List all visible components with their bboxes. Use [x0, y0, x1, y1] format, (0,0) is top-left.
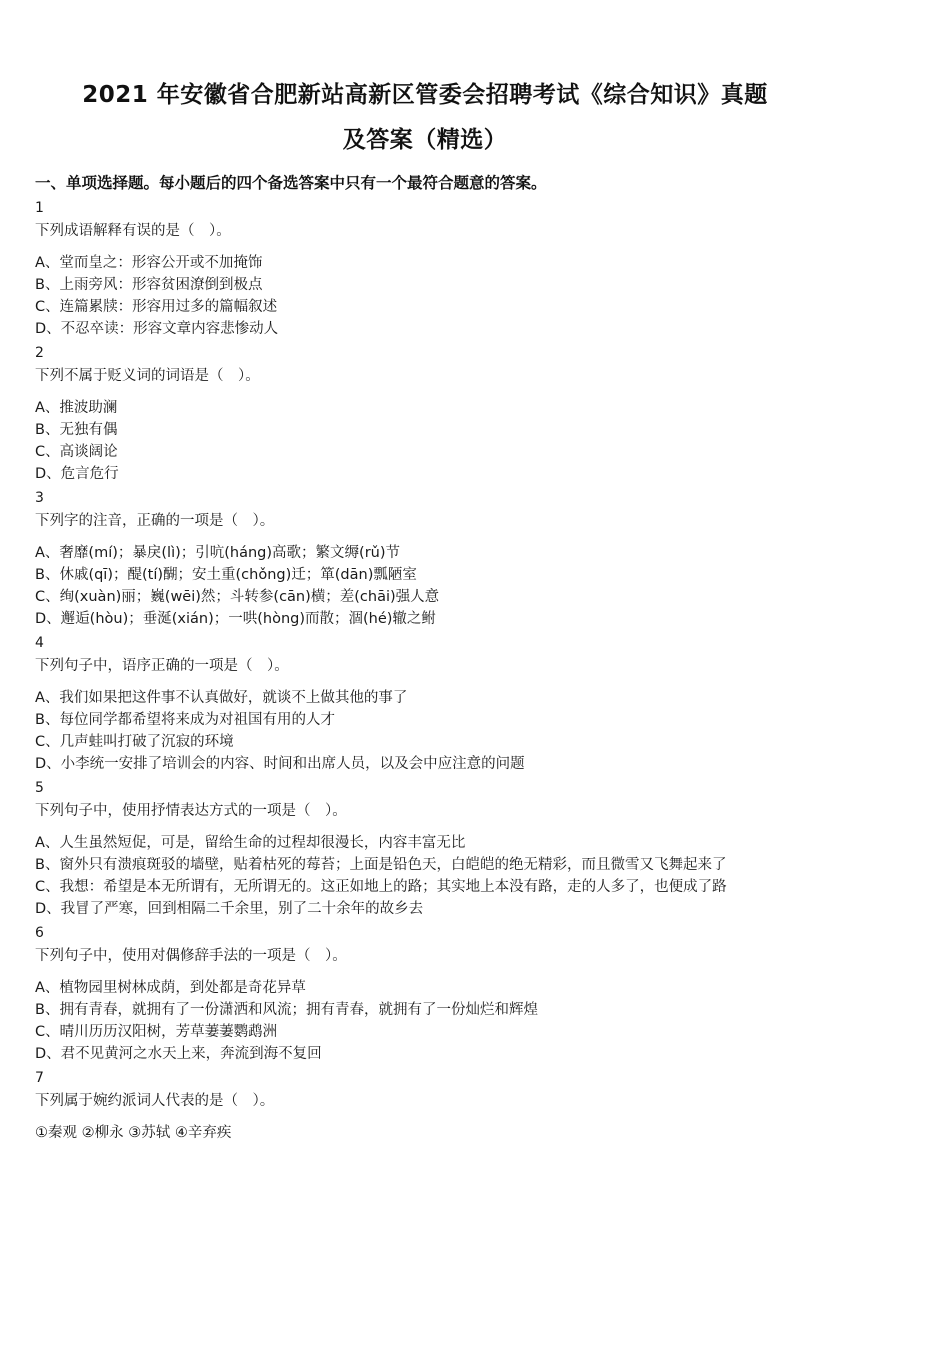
option-b: B、窗外只有溃痕斑驳的墙壁，贴着枯死的莓苔；上面是铅色天，白皑皑的绝无精彩，而且微雪又飞舞起来了: [35, 857, 727, 873]
option-d: D、不忍卒读：形容文章内容悲惨动人: [35, 321, 279, 337]
option-b: B、每位同学都希望将来成为对祖国有用的人才: [35, 712, 335, 728]
option-b: B、休戚(qī)；醍(tí)醐；安土重(chǒng)迁；箪(dān)瓢陋室: [35, 567, 417, 583]
option-d: D、我冒了严寒，回到相隔二千余里，别了二十余年的故乡去: [35, 901, 424, 917]
option-c: C、高谈阔论: [35, 444, 118, 460]
question-stem: 下列不属于贬义词的词语是（ ）。: [35, 368, 260, 384]
question-5: [35, 778, 915, 920]
question-stem: 下列句子中，使用抒情表达方式的一项是（ ）。: [35, 803, 347, 819]
option-c: C、几声蛙叫打破了沉寂的环境: [35, 734, 234, 750]
option-a: A、人生虽然短促，可是，留给生命的过程却很漫长，内容丰富无比: [35, 835, 466, 851]
question-2: [35, 343, 915, 485]
option-d: D、邂逅(hòu)；垂涎(xián)；一哄(hòng)而散；涸(hé)辙之鲋: [35, 611, 436, 627]
option-a: A、奢靡(mí)；暴戾(lì)；引吭(háng)高歌；繁文缛(rǔ)节: [35, 545, 401, 561]
question-stem: 下列句子中，语序正确的一项是（ ）。: [35, 658, 289, 674]
option-b: B、拥有青春，就拥有了一份潇洒和风流；拥有青春，就拥有了一份灿烂和辉煌: [35, 1002, 538, 1018]
question-number: 5: [35, 780, 44, 796]
option-a: A、我们如果把这件事不认真做好，就谈不上做其他的事了: [35, 690, 408, 706]
option-d: D、危言危行: [35, 466, 119, 482]
question-stem: 下列成语解释有误的是（ ）。: [35, 223, 231, 239]
question-stem: 下列句子中，使用对偶修辞手法的一项是（ ）。: [35, 948, 347, 964]
question-stem: 下列属于婉约派词人代表的是（ ）。: [35, 1093, 275, 1109]
question-1: [35, 198, 915, 340]
option-c: C、连篇累牍：形容用过多的篇幅叙述: [35, 299, 278, 315]
question-6: [35, 923, 915, 1065]
option-b: B、无独有偶: [35, 422, 118, 438]
option-b: B、上雨旁风：形容贫困潦倒到极点: [35, 277, 263, 293]
document-title-line-1: 2021 年安徽省合肥新站高新区管委会招聘考试《综合知识》真题: [82, 82, 768, 108]
section-heading: 一、单项选择题。每小题后的四个备选答案中只有一个最符合题意的答案。: [35, 174, 547, 192]
question-4: [35, 633, 915, 775]
question-number: 2: [35, 345, 44, 361]
option-d: D、小李统一安排了培训会的内容、时间和出席人员，以及会中应注意的问题: [35, 756, 525, 772]
question-list: [35, 195, 915, 1144]
document-title-line-2: 及答案（精选）: [342, 127, 508, 153]
question-number: 1: [35, 200, 44, 216]
question-7: [35, 1068, 915, 1144]
option-d: D、君不见黄河之水天上来，奔流到海不复回: [35, 1046, 322, 1062]
question-number: 3: [35, 490, 44, 506]
option-c: C、我想：希望是本无所谓有，无所谓无的。这正如地上的路；其实地上本没有路，走的人多了，也便成了路: [35, 879, 727, 895]
question-number: 4: [35, 635, 44, 651]
question-3: [35, 488, 915, 630]
question-number: 6: [35, 925, 44, 941]
option-c: C、晴川历历汉阳树，芳草萋萋鹦鹉洲: [35, 1024, 278, 1040]
option-a: A、堂而皇之：形容公开或不加掩饰: [35, 255, 263, 271]
option-a: A、推波助澜: [35, 400, 118, 416]
option-a: A、植物园里树林成荫，到处都是奇花异草: [35, 980, 306, 996]
option-c: C、绚(xuàn)丽；巍(wēi)然；斗转参(cān)横；差(chāi)强人意: [35, 589, 440, 605]
question-number: 7: [35, 1070, 44, 1086]
question-stem: 下列字的注音，正确的一项是（ ）。: [35, 513, 275, 529]
option-list: ①秦观 ②柳永 ③苏轼 ④辛弃疾: [35, 1125, 232, 1141]
